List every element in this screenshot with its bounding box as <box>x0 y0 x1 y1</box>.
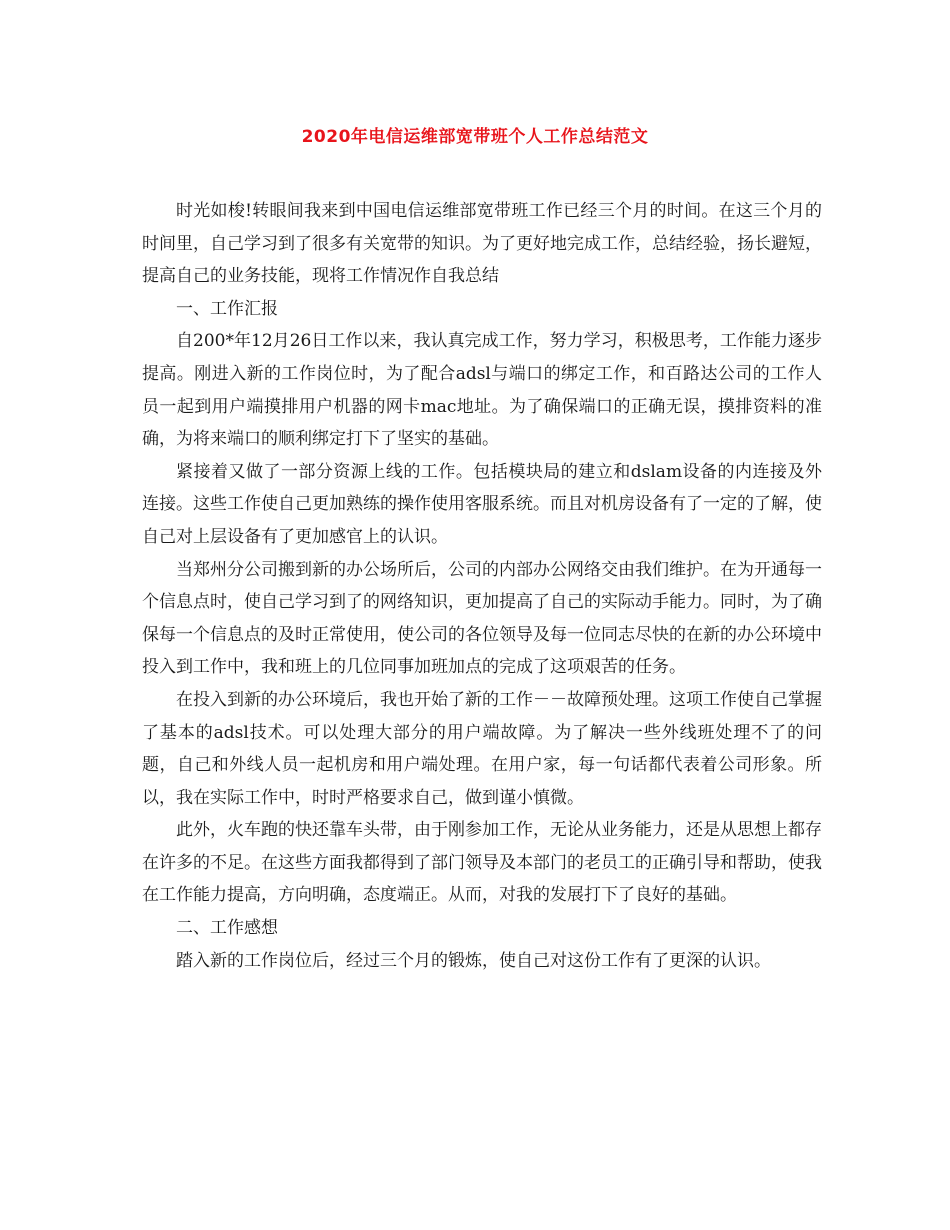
paragraph-guidance: 此外，火车跑的快还靠车头带，由于刚参加工作，无论从业务能力，还是从思想上都存在许多的不足。在这些方面我都得到了部门领导及本部门的老员工的正确引导和帮助，使我在工作能力提高，方向明确，态度端正。从而，对我的发展打下了良好的基础。 <box>142 820 822 906</box>
paragraph-resource-online: 紧接着又做了一部分资源上线的工作。包括模块局的建立和dslam设备的内连接及外连接。这些工作使自己更加熟练的操作使用客服系统。而且对机房设备有了一定的了解，使自己对上层设备有了更加感官上的认识。 <box>142 461 822 547</box>
section-heading-work-report: 一、工作汇报 <box>176 298 278 319</box>
section-heading-work-thoughts: 二、工作感想 <box>176 918 278 939</box>
paragraph-office-network: 当郑州分公司搬到新的办公场所后，公司的内部办公网络交由我们维护。在为开通每一个信息点时，使自己学习到了的网络知识，更加提高了自己的实际动手能力。同时，为了确保每一个信息点的及时正常使用，使公司的各位领导及每一位同志尽快的在新的办公环境中投入到工作中，我和班上的几位同事加班加点的完成了这项艰苦的任务。 <box>142 559 822 678</box>
document-body <box>142 195 822 977</box>
paragraph-intro: 时光如梭!转眼间我来到中国电信运维部宽带班工作已经三个月的时间。在这三个月的时间里，自己学习到了很多有关宽带的知识。为了更好地完成工作，总结经验，扬长避短，提高自己的业务技能，现将工作情况作自我总结 <box>142 201 822 287</box>
paragraph-fault-preprocessing: 在投入到新的办公环境后，我也开始了新的工作－－故障预处理。这项工作使自己掌握了基本的adsl技术。可以处理大部分的用户端故障。为了解决一些外线班处理不了的问题，自己和外线人员一起机房和用户端处理。在用户家，每一句话都代表着公司形象。所以，我在实际工作中，时时严格要求自己，做到谨小慎微。 <box>142 689 822 808</box>
paragraph-thoughts: 踏入新的工作岗位后，经过三个月的锻炼，使自己对这份工作有了更深的认识。 <box>176 950 771 971</box>
paragraph-work-start: 自200*年12月26日工作以来，我认真完成工作，努力学习，积极思考，工作能力逐步提高。刚进入新的工作岗位时，为了配合adsl与端口的绑定工作，和百路达公司的工作人员一起到用户端摸排用户机器的网卡mac地址。为了确保端口的正确无误，摸排资料的准确，为将来端口的顺利绑定打下了坚实的基础。 <box>142 331 822 450</box>
document-title: 2020年电信运维部宽带班个人工作总结范文 <box>301 127 649 147</box>
